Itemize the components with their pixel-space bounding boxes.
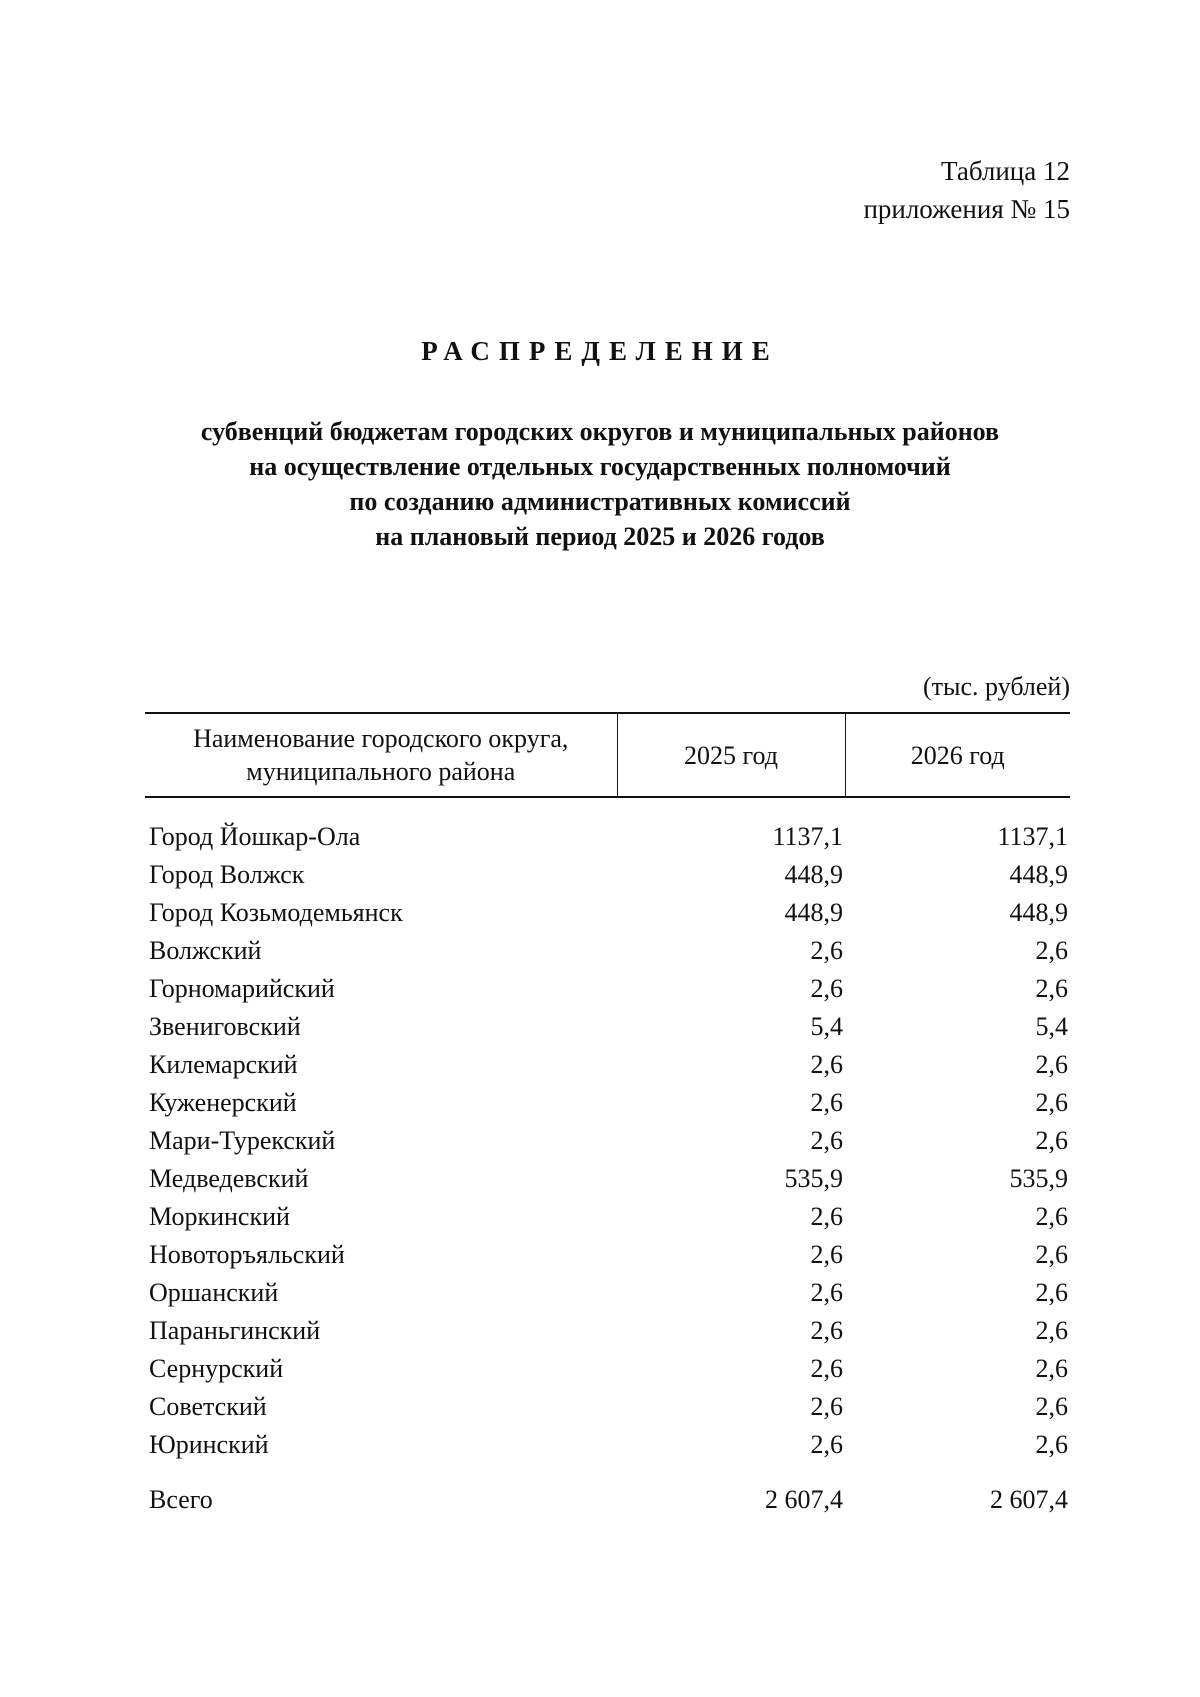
table-row <box>145 1274 1070 1312</box>
column-header-2026: 2026 год <box>845 713 1070 797</box>
value-2026: 448,9 <box>1009 898 1068 927</box>
value-2025: 2,6 <box>810 1126 843 1155</box>
value-2025: 1137,1 <box>772 822 843 851</box>
value-2026: 2 607,4 <box>990 1485 1068 1514</box>
subtitle-line: на осуществление отдельных государственных полномочий <box>249 452 951 481</box>
row-name: Город Волжск <box>149 860 305 889</box>
value-2026: 2,6 <box>1035 1240 1068 1269</box>
units-label: (тыс. рублей) <box>922 672 1070 701</box>
total-row <box>145 1480 1070 1520</box>
subtitle-line: субвенций бюджетам городских округов и муниципальных районов <box>200 417 1000 446</box>
value-2025: 535,9 <box>784 1164 843 1193</box>
table-row <box>145 1350 1070 1388</box>
table-row <box>145 1198 1070 1236</box>
column-header-2025: 2025 год <box>617 713 845 797</box>
table-reference <box>863 152 1070 228</box>
table-row <box>145 1008 1070 1046</box>
appendix-number: приложения № 15 <box>863 194 1070 224</box>
document-subtitle <box>0 414 1200 554</box>
table-row <box>145 1388 1070 1426</box>
row-name: Юринский <box>149 1430 269 1459</box>
value-2026: 448,9 <box>1009 860 1068 889</box>
value-2026: 535,9 <box>1009 1164 1068 1193</box>
value-2026: 2,6 <box>1035 1126 1068 1155</box>
row-name: Всего <box>149 1485 213 1514</box>
value-2026: 5,4 <box>1035 1012 1068 1041</box>
value-2025: 2,6 <box>810 936 843 965</box>
table-row <box>145 1122 1070 1160</box>
table-row <box>145 1160 1070 1198</box>
table-row <box>145 1236 1070 1274</box>
row-name: Параньгинский <box>149 1316 321 1345</box>
value-2025: 2,6 <box>810 1278 843 1307</box>
value-2025: 2,6 <box>810 1316 843 1345</box>
value-2025: 2,6 <box>810 1088 843 1117</box>
table-row <box>145 1312 1070 1350</box>
row-name: Сернурский <box>149 1354 284 1383</box>
row-name: Новоторъяльский <box>149 1240 345 1269</box>
subtitle-line: по созданию административных комиссий <box>349 487 851 516</box>
distribution-table <box>145 712 1070 1520</box>
row-name: Килемарский <box>149 1050 298 1079</box>
table-spacer <box>145 797 1070 818</box>
table-row <box>145 1426 1070 1464</box>
row-name: Куженерский <box>149 1088 297 1117</box>
row-name: Моркинский <box>149 1202 290 1231</box>
table-row <box>145 1046 1070 1084</box>
row-name: Оршанский <box>149 1278 279 1307</box>
table-header-row <box>145 713 1070 797</box>
value-2025: 2 607,4 <box>765 1485 843 1514</box>
table-row <box>145 1084 1070 1122</box>
row-name: Горномарийский <box>149 974 335 1003</box>
row-name: Мари-Турекский <box>149 1126 336 1155</box>
table-body <box>145 797 1070 1520</box>
value-2025: 2,6 <box>810 1354 843 1383</box>
value-2026: 2,6 <box>1035 1316 1068 1345</box>
value-2025: 448,9 <box>784 898 843 927</box>
value-2026: 2,6 <box>1035 1088 1068 1117</box>
row-name: Советский <box>149 1392 267 1421</box>
value-2025: 2,6 <box>810 1050 843 1079</box>
table-row <box>145 932 1070 970</box>
value-2026: 2,6 <box>1035 1430 1068 1459</box>
value-2025: 448,9 <box>784 860 843 889</box>
value-2026: 2,6 <box>1035 1202 1068 1231</box>
value-2025: 2,6 <box>810 1430 843 1459</box>
row-name: Медведевский <box>149 1164 309 1193</box>
value-2025: 2,6 <box>810 1202 843 1231</box>
subtitle-line: на плановый период 2025 и 2026 годов <box>375 522 825 551</box>
table-row <box>145 970 1070 1008</box>
value-2025: 2,6 <box>810 974 843 1003</box>
value-2026: 1137,1 <box>997 822 1068 851</box>
column-header-name: Наименование городского округа, муниципального района <box>145 713 617 797</box>
row-name: Город Козьмодемьянск <box>149 898 403 927</box>
row-name: Город Йошкар-Ола <box>149 822 361 851</box>
value-2025: 2,6 <box>810 1240 843 1269</box>
table-row <box>145 894 1070 932</box>
table-spacer <box>145 1464 1070 1480</box>
value-2025: 2,6 <box>810 1392 843 1421</box>
value-2026: 2,6 <box>1035 1354 1068 1383</box>
value-2026: 2,6 <box>1035 1050 1068 1079</box>
row-name: Звениговский <box>149 1012 301 1041</box>
value-2025: 5,4 <box>810 1012 843 1041</box>
value-2026: 2,6 <box>1035 1392 1068 1421</box>
document-title: РАСПРЕДЕЛЕНИЕ <box>421 336 779 366</box>
value-2026: 2,6 <box>1035 936 1068 965</box>
row-name: Волжский <box>149 936 262 965</box>
value-2026: 2,6 <box>1035 1278 1068 1307</box>
table-row <box>145 818 1070 856</box>
table-number: Таблица 12 <box>941 156 1070 186</box>
value-2026: 2,6 <box>1035 974 1068 1003</box>
table-row <box>145 856 1070 894</box>
